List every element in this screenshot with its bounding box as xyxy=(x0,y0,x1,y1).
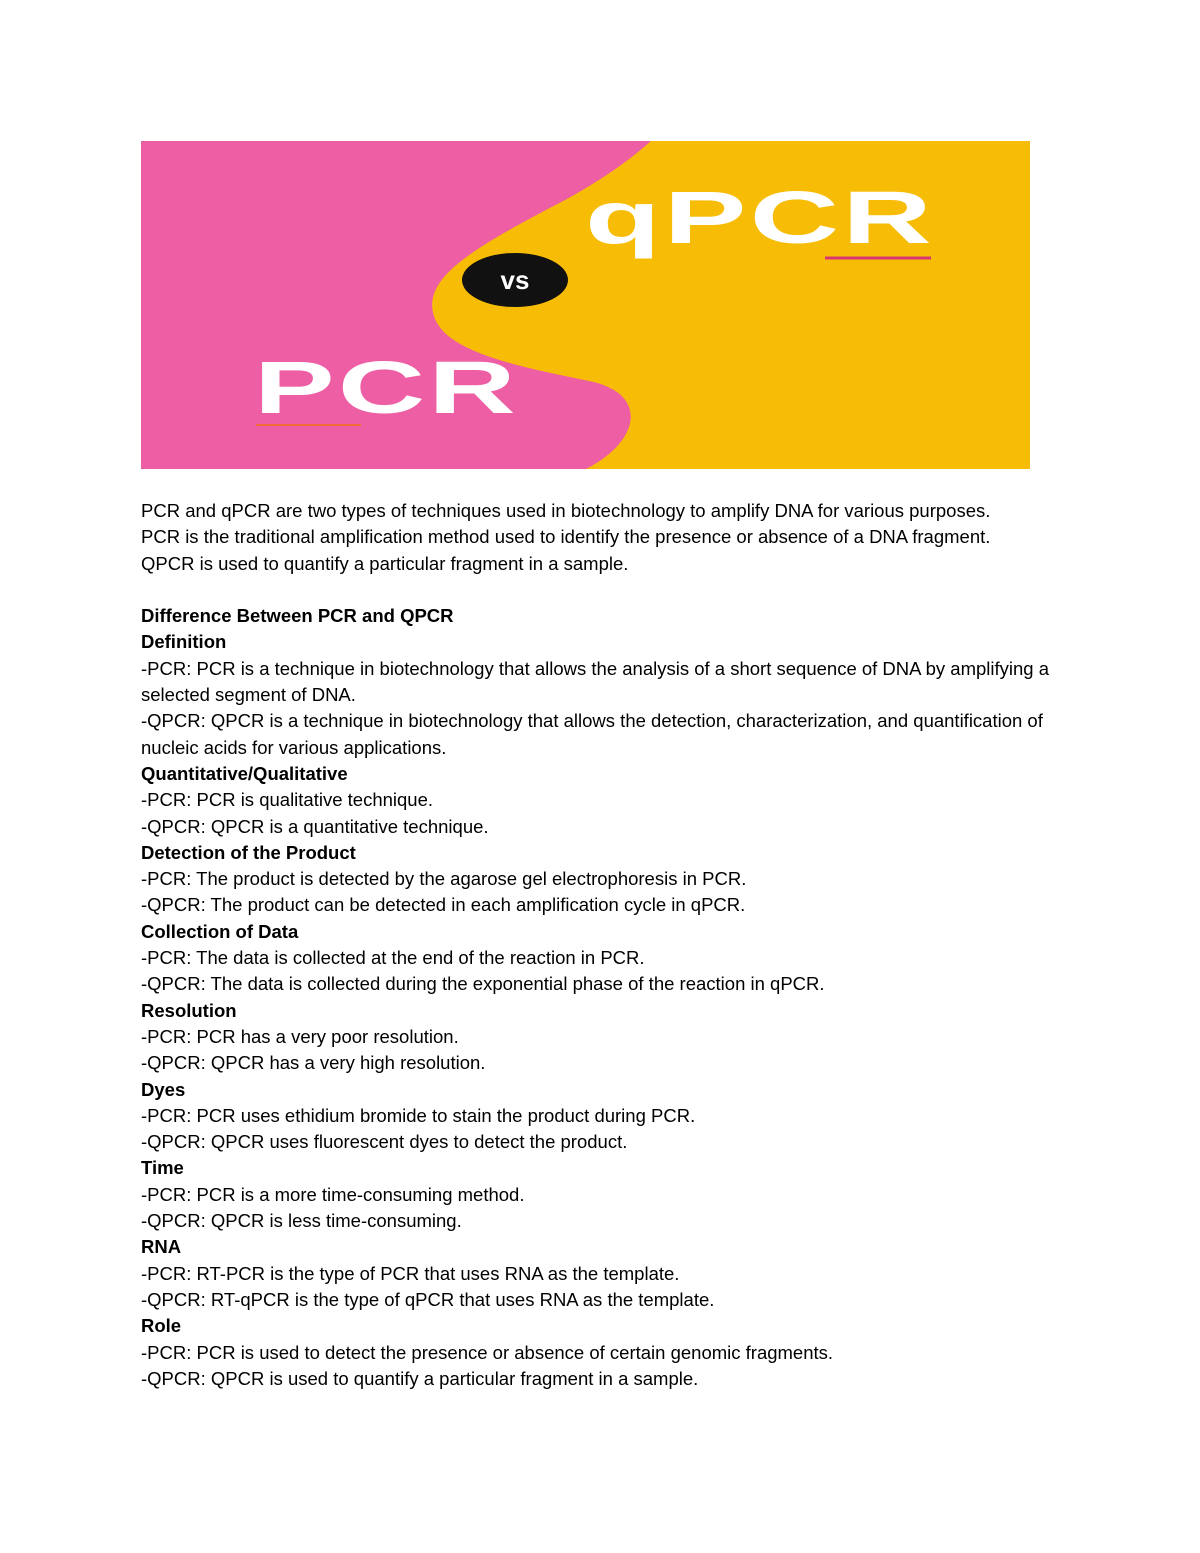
pcr-point: -PCR: PCR is used to detect the presence or absence of certain genomic fragments. xyxy=(141,1341,834,1363)
section-quantitative-qualitative xyxy=(141,761,1081,840)
pcr-point: -PCR: PCR uses ethidium bromide to stain the product during PCR. xyxy=(141,1104,696,1126)
pcr-point: -PCR: The data is collected at the end of the reaction in PCR. xyxy=(141,947,645,969)
section-heading: Time xyxy=(141,1157,184,1179)
pcr-point: -PCR: PCR is a technique in biotechnology that allows the analysis of a short sequence of DNA by amplifying a selected segment of DNA. xyxy=(141,657,1050,706)
intro-line-1: PCR and qPCR are two types of techniques used in biotechnology to amplify DNA for various purposes. xyxy=(141,500,991,521)
qpcr-point: -QPCR: QPCR is used to quantify a particular fragment in a sample. xyxy=(141,1367,699,1389)
qpcr-point: -QPCR: The data is collected during the exponential phase of the reaction in qPCR. xyxy=(141,973,825,995)
qpcr-point: -QPCR: QPCR is a technique in biotechnology that allows the detection, characterization, and quantification of nucleic acids for various applications. xyxy=(141,710,1043,758)
section-heading: RNA xyxy=(141,1236,182,1258)
section-heading: Definition xyxy=(141,631,227,653)
vs-label: vs xyxy=(500,265,530,295)
section-heading: Collection of Data xyxy=(141,920,299,942)
section-rna xyxy=(141,1234,1081,1313)
qpcr-title: qPCR xyxy=(585,176,935,259)
section-heading: Quantitative/Qualitative xyxy=(141,762,348,784)
section-collection-of-data xyxy=(141,919,1081,998)
qpcr-point: -QPCR: QPCR has a very high resolution. xyxy=(141,1052,486,1074)
qpcr-point: -QPCR: QPCR is less time-consuming. xyxy=(141,1210,462,1232)
document-body xyxy=(141,498,1081,1392)
section-definition xyxy=(141,629,1081,760)
section-heading: Dyes xyxy=(141,1078,186,1100)
pcr-point: -PCR: PCR is a more time-consuming method. xyxy=(141,1183,525,1205)
section-heading: Resolution xyxy=(141,999,237,1021)
spacer xyxy=(141,577,1081,603)
pcr-title: PCR xyxy=(254,346,519,429)
section-resolution xyxy=(141,998,1081,1077)
pcr-vs-qpcr-banner xyxy=(141,141,1030,469)
section-heading: Role xyxy=(141,1315,182,1337)
pcr-point: -PCR: PCR is qualitative technique. xyxy=(141,789,434,811)
pcr-point: -PCR: The product is detected by the agarose gel electrophoresis in PCR. xyxy=(141,868,747,890)
banner-graphic xyxy=(141,141,1030,469)
qpcr-point: -QPCR: The product can be detected in each amplification cycle in qPCR. xyxy=(141,894,746,916)
intro-paragraph xyxy=(141,498,1081,577)
intro-line-2: PCR is the traditional amplification method used to identify the presence or absence of a DNA fragment. xyxy=(141,526,991,548)
qpcr-point: -QPCR: QPCR is a quantitative technique. xyxy=(141,815,489,837)
section-dyes xyxy=(141,1077,1081,1156)
section-time xyxy=(141,1155,1081,1234)
document-title: Difference Between PCR and QPCR xyxy=(141,605,454,627)
section-role xyxy=(141,1313,1081,1392)
qpcr-point: -QPCR: RT-qPCR is the type of qPCR that uses RNA as the template. xyxy=(141,1288,715,1310)
qpcr-point: -QPCR: QPCR uses fluorescent dyes to detect the product. xyxy=(141,1131,628,1153)
section-heading: Detection of the Product xyxy=(141,841,356,863)
section-detection xyxy=(141,840,1081,919)
pcr-point: -PCR: RT-PCR is the type of PCR that uses RNA as the template. xyxy=(141,1262,680,1284)
intro-line-3: QPCR is used to quantify a particular fragment in a sample. xyxy=(141,552,629,574)
pcr-point: -PCR: PCR has a very poor resolution. xyxy=(141,1025,459,1047)
